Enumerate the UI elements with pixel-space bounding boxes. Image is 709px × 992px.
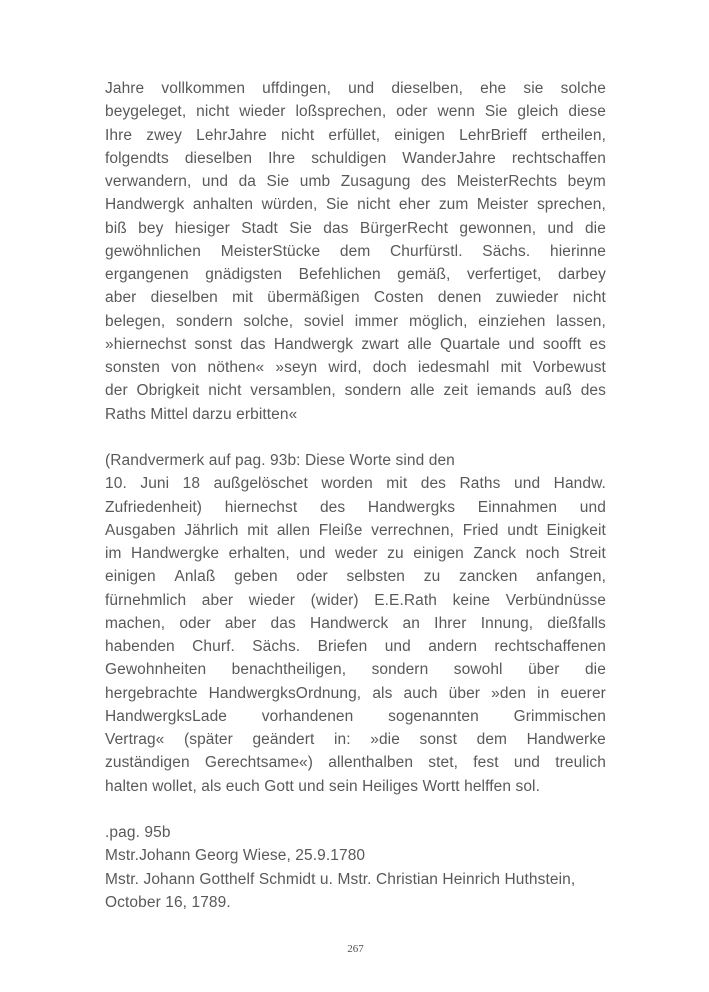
text-line: zuständigen Gerechtsame«) allenthalben stet, fest und treulich [105,754,606,772]
text-line: im Handwergke erhalten, und weder zu einigen Zanck noch Streit [105,545,606,562]
text-line: Mstr.Johann Georg Wiese, 25.9.1780 [105,847,366,865]
text-line: der Obrigkeit nicht versamblen, sondern alle zeit iemands auß des [105,382,606,400]
text-line: Gewohnheiten benachtheiligen, sondern sowohl über die [105,661,606,679]
text-line: Handwergk anhalten würden, Sie nicht eher zum Meister sprechen, [105,196,606,214]
text-line: hergebrachte HandwergksOrdnung, als auch über »den in euerer [105,684,606,702]
text-line: 10. Juni 18 außgelöschet worden mit des Raths und Handw. [105,475,606,493]
text-line: machen, oder aber das Handwerck an Ihrer Innung, dießfalls [105,614,606,632]
text-line: gewöhnlichen MeisterStücke dem Churfürstl. Sächs. hierinne [105,242,606,260]
text-line: HandwergksLade vorhandenen sogenannten Grimmischen [105,707,606,725]
text-line: Zufriedenheit) hiernechst des Handwergks Einnahmen und [105,498,606,516]
text-line: belegen, sondern solche, soviel immer möglich, einziehen lassen, [105,312,606,330]
text-line: Jahre vollkommen uffdingen, und dieselben, ehe sie solche [105,80,606,97]
paragraph-2 [105,449,606,798]
text-line: Vertrag« (später geändert in: »die sonst dem Handwerke [105,731,606,748]
page-number: 267 [347,943,364,955]
text-line: einigen Anlaß geben oder selbsten zu zancken anfangen, [105,568,606,586]
text-line: sonsten von nöthen« »seyn wird, doch iedesmahl mit Vorbewust [105,359,606,376]
text-line: Ihre zwey LehrJahre nicht erfüllet, einigen LehrBrieff ertheilen, [105,126,606,144]
text-line: ergangenen gnädigsten Befehlichen gemäß, verfertiget, darbey [105,266,606,283]
text-line: Mstr. Johann Gotthelf Schmidt u. Mstr. Christian Heinrich Huthstein, [105,870,576,888]
paragraph-1 [105,77,606,426]
text-line: »hiernechst sonst das Handwergk zwart alle Quartale und soofft es [105,335,606,353]
text-line: (Randvermerk auf pag. 93b: Diese Worte sind den [105,452,455,469]
paragraph-3 [105,821,606,914]
text-line: October 16, 1789. [105,893,231,911]
text-line: Raths Mittel darzu erbitten« [105,405,298,423]
text-line: Ausgaben Jährlich mit allen Fleiße verrechnen, Fried undt Einigkeit [105,521,606,539]
text-line: beygeleget, nicht wieder loßsprechen, oder wenn Sie gleich diese [105,103,606,121]
text-line: habenden Churf. Sächs. Briefen und andern rechtschaffenen [105,638,606,655]
text-line: biß bey hiesiger Stadt Sie das BürgerRecht gewonnen, und die [105,219,606,237]
page-text [105,77,606,937]
text-line: .pag. 95b [105,824,171,841]
text-line: folgendts dieselben Ihre schuldigen WanderJahre rechtschaffen [105,149,606,167]
text-line: verwandern, und da Sie umb Zusagung des MeisterRechts beym [105,173,606,190]
text-line: halten wollet, als euch Gott und sein Heiliges Wortt helffen sol. [105,777,540,795]
text-line: fürnehmlich aber wieder (wider) E.E.Rath keine Verbündnüsse [105,591,606,609]
text-line: aber dieselben mit übermäßigen Costen denen zuwieder nicht [105,289,606,307]
